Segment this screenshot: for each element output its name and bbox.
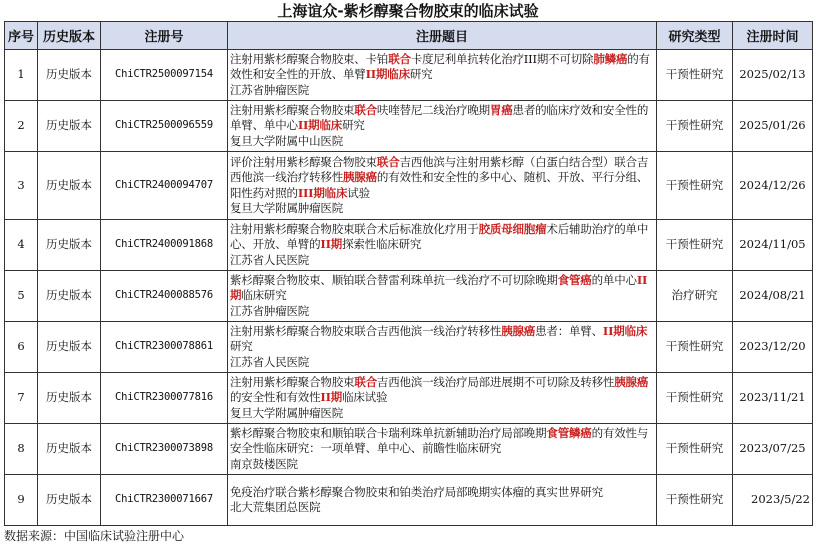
row-reg-date-cell: 2024/11/05	[733, 220, 813, 271]
source-note: 数据来源：中国临床试验注册中心	[4, 529, 185, 543]
topic-highlight: II期	[230, 272, 648, 303]
header-topic: 注册题目	[228, 22, 657, 50]
table-row	[5, 271, 813, 322]
topic-text: 紫杉醇聚合物胶束和顺铂联合卡瑞利珠单抗新辅助治疗局部晚期	[230, 425, 547, 440]
table-row	[5, 373, 813, 424]
topic-text: 注射用紫杉醇聚合物胶束联合吉西他滨一线治疗转移性	[230, 323, 502, 338]
row-organization: 复旦大学附属肿瘤医院	[230, 405, 343, 420]
row-reg-no-cell: ChiCTR2300071667	[101, 475, 228, 526]
topic-text: 患者：单臂、	[535, 323, 603, 338]
topic-text: 患者的临床疗效和安全性的单臂、单中心	[230, 102, 649, 133]
row-version-cell: 历史版本	[38, 475, 101, 526]
row-reg-no-cell: ChiCTR2300073898	[101, 424, 228, 475]
row-reg-date-cell: 2023/07/25	[733, 424, 813, 475]
row-no-cell: 7	[5, 373, 38, 424]
row-reg-date-cell: 2023/11/21	[733, 373, 813, 424]
row-version-cell: 历史版本	[38, 101, 101, 152]
topic-highlight: II期临床	[365, 67, 410, 82]
row-topic-cell	[228, 271, 657, 322]
row-organization: 江苏省肿瘤医院	[230, 303, 310, 318]
row-study-type-cell: 干预性研究	[657, 101, 733, 152]
topic-text: 的有效性和安全性的多中心、随机、开放、平行分组、阳性药对照的	[230, 170, 649, 200]
row-reg-no-cell: ChiCTR2400091868	[101, 220, 228, 271]
row-no-cell: 9	[5, 475, 38, 526]
row-topic-cell	[228, 475, 657, 526]
topic-text: 紫杉醇聚合物胶束、顺铂联合替雷利珠单抗一线治疗不可切除晚期	[230, 272, 558, 287]
row-no-cell: 3	[5, 152, 38, 220]
row-study-type-cell: 干预性研究	[657, 152, 733, 220]
topic-text: 临床研究	[241, 288, 287, 303]
row-reg-date-cell: 2025/01/26	[733, 101, 813, 152]
row-reg-no-cell: ChiCTR2400088576	[101, 271, 228, 322]
topic-highlight: 联合	[354, 374, 377, 389]
row-no-cell: 2	[5, 101, 38, 152]
row-study-type-cell: 干预性研究	[657, 373, 733, 424]
page-title: 上海谊众-紫杉醇聚合物胶束的临床试验	[277, 2, 539, 20]
row-topic-cell	[228, 50, 657, 101]
row-study-type-cell: 治疗研究	[657, 271, 733, 322]
header-reg-date: 注册时间	[733, 22, 813, 50]
table-row	[5, 475, 813, 526]
topic-text: 的安全性和有效性	[230, 390, 321, 405]
topic-highlight: II期临床	[297, 118, 343, 133]
row-study-type-cell: 干预性研究	[657, 424, 733, 475]
topic-text: 的单中心	[591, 272, 637, 287]
row-version-cell: 历史版本	[38, 373, 101, 424]
topic-highlight: 胰腺癌	[501, 323, 536, 338]
topic-text: 免疫治疗联合紫杉醇聚合物胶束和铂类治疗局部晚期实体瘤的真实世界研究	[230, 484, 603, 499]
row-reg-date-cell: 2024/12/26	[733, 152, 813, 220]
topic-highlight: III期临床	[297, 185, 348, 200]
topic-text: 注射用紫杉醇聚合物胶束	[230, 102, 355, 117]
topic-text: 试验	[347, 185, 370, 200]
row-no-cell: 5	[5, 271, 38, 322]
row-version-cell: 历史版本	[38, 50, 101, 101]
table-row	[5, 220, 813, 271]
table-row	[5, 322, 813, 373]
topic-highlight: 联合	[376, 154, 400, 169]
row-no-cell: 8	[5, 424, 38, 475]
row-study-type-cell: 干预性研究	[657, 322, 733, 373]
row-version-cell: 历史版本	[38, 271, 101, 322]
topic-highlight: 肺鳞癌	[593, 51, 628, 66]
topic-highlight: II期临床	[602, 323, 648, 338]
topic-highlight: 联合	[388, 51, 411, 66]
topic-text: 临床试验	[342, 390, 388, 405]
row-reg-no-cell: ChiCTR2400094707	[101, 152, 228, 220]
row-no-cell: 1	[5, 50, 38, 101]
topic-text: 卡度尼利单抗转化治疗III期不可切除	[410, 51, 594, 66]
table-row	[5, 152, 813, 220]
row-version-cell: 历史版本	[38, 322, 101, 373]
table-row	[5, 50, 813, 101]
row-topic-cell	[228, 424, 657, 475]
topic-text: 吉西他滨一线治疗局部进展期不可切除及转移性	[376, 374, 615, 389]
topic-text: 吉西他滨与注射用紫杉醇（白蛋白结合型）联合吉西他滨一线治疗转移性	[230, 154, 649, 185]
topic-text: 呋喹替尼二线治疗晚期	[376, 102, 490, 117]
row-reg-date-cell: 2024/08/21	[733, 271, 813, 322]
row-no-cell: 4	[5, 220, 38, 271]
topic-text: 探索性临床研究	[342, 237, 422, 252]
row-study-type-cell: 干预性研究	[657, 50, 733, 101]
topic-highlight: 联合	[354, 102, 377, 117]
row-topic-cell	[228, 101, 657, 152]
topic-highlight: 食管癌	[557, 272, 592, 287]
topic-text: 注射用紫杉醇聚合物胶束、卡铂	[230, 51, 389, 66]
row-version-cell: 历史版本	[38, 152, 101, 220]
row-study-type-cell: 干预性研究	[657, 475, 733, 526]
topic-highlight: II期	[320, 390, 343, 405]
header-no: 序号	[5, 22, 38, 50]
row-organization: 江苏省肿瘤医院	[230, 82, 310, 97]
row-organization: 北大荒集团总医院	[230, 500, 321, 514]
topic-highlight: 食管鳞癌	[546, 425, 592, 440]
topic-text: 注射用紫杉醇聚合物胶束联合术后标准放化疗用于	[230, 221, 479, 236]
topic-text: 研究	[342, 118, 365, 133]
table-row	[5, 424, 813, 475]
topic-highlight: 胶质母细胞瘤	[478, 221, 547, 236]
row-reg-date-cell: 2023/12/20	[733, 322, 813, 373]
topic-highlight: 胃癌	[489, 102, 513, 117]
topic-text: 研究	[230, 339, 253, 354]
row-reg-no-cell: ChiCTR2500096559	[101, 101, 228, 152]
row-topic-cell	[228, 373, 657, 424]
header-study-type: 研究类型	[657, 22, 733, 50]
row-organization: 南京鼓楼医院	[230, 456, 298, 471]
topic-highlight: II期	[320, 237, 343, 252]
header-reg-no: 注册号	[101, 22, 228, 50]
row-organization: 江苏省人民医院	[230, 252, 310, 267]
table-header-row	[5, 22, 813, 50]
topic-text: 的有效性与安全性临床研究：一项单臂、单中心、前瞻性临床研究	[230, 425, 649, 456]
topic-text: 的有效性和安全性的开放、单臂	[230, 51, 650, 82]
topic-text: 注射用紫杉醇聚合物胶束	[230, 374, 355, 389]
topic-text: 评价注射用紫杉醇聚合物胶束	[230, 154, 377, 169]
row-no-cell: 6	[5, 322, 38, 373]
trials-table	[4, 21, 813, 526]
header-version: 历史版本	[38, 22, 101, 50]
row-reg-date-cell: 2023/5/22	[733, 475, 813, 526]
table-row	[5, 101, 813, 152]
row-version-cell: 历史版本	[38, 220, 101, 271]
row-organization: 复旦大学附属肿瘤医院	[230, 200, 343, 215]
topic-text: 研究	[409, 67, 433, 82]
row-topic-cell	[228, 152, 657, 220]
row-reg-no-cell: ChiCTR2500097154	[101, 50, 228, 101]
row-topic-cell	[228, 220, 657, 271]
row-reg-no-cell: ChiCTR2300078861	[101, 322, 228, 373]
row-topic-cell	[228, 322, 657, 373]
row-reg-no-cell: ChiCTR2300077816	[101, 373, 228, 424]
topic-highlight: 胰腺癌	[614, 374, 649, 389]
row-organization: 复旦大学附属中山医院	[230, 133, 343, 148]
topic-highlight: 胰腺癌	[343, 170, 377, 185]
row-reg-date-cell: 2025/02/13	[733, 50, 813, 101]
row-organization: 江苏省人民医院	[230, 354, 310, 369]
row-version-cell: 历史版本	[38, 424, 101, 475]
row-study-type-cell: 干预性研究	[657, 220, 733, 271]
topic-text: 术后辅助治疗的单中心、开放、单臂的	[230, 221, 649, 252]
